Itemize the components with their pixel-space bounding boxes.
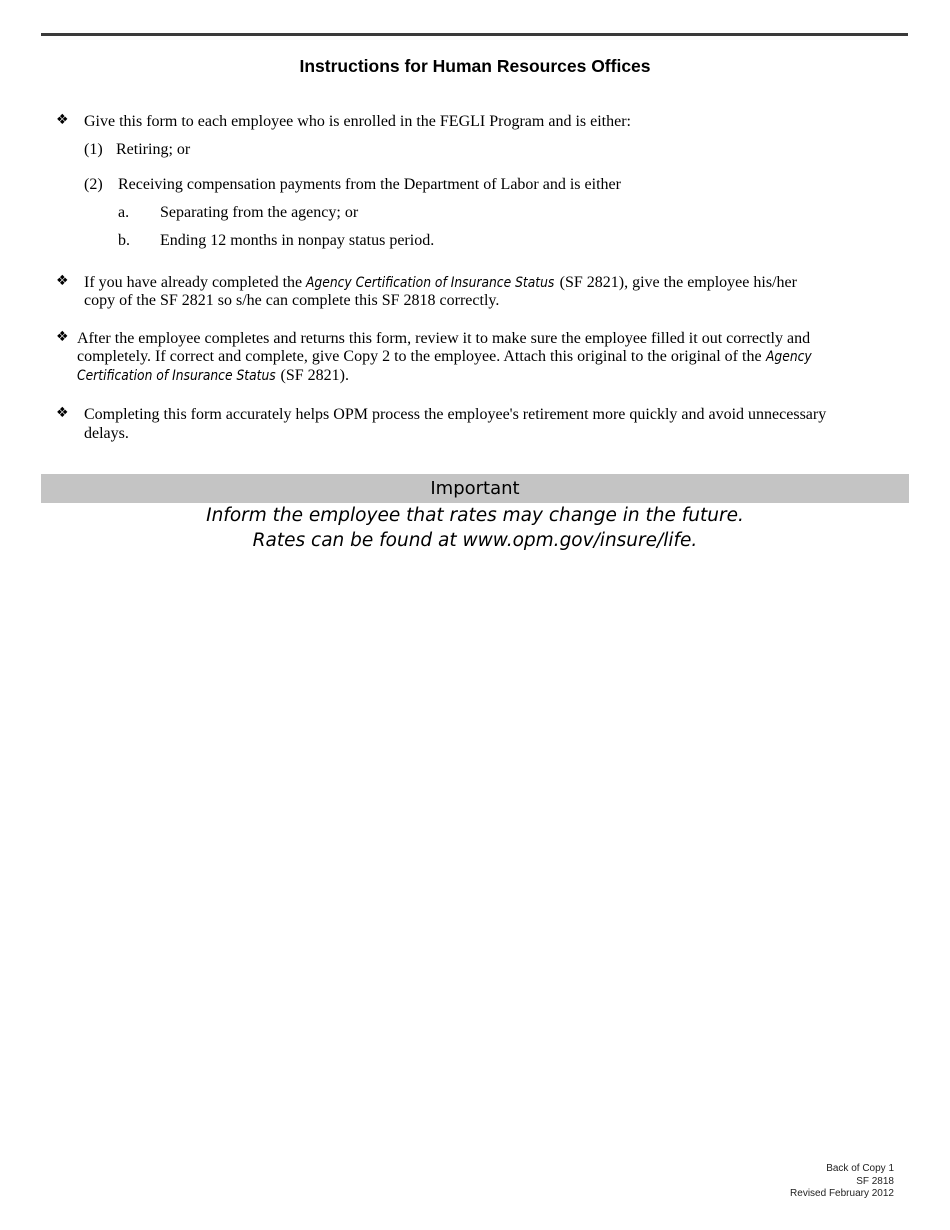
bullet2-text-b: (SF 2821), give the employee his/her: [559, 274, 797, 291]
subitem-a-text: Separating from the agency; or: [160, 204, 359, 221]
top-rule: [41, 33, 908, 36]
footer-form-number: SF 2818: [856, 1175, 894, 1187]
important-line2: Rates can be found at www.opm.gov/insure/life.: [252, 530, 698, 551]
item1-number: (1): [84, 141, 103, 158]
subitem-b-label: b.: [118, 232, 130, 249]
bullet2-line1: [84, 273, 797, 293]
important-banner: [41, 474, 909, 503]
bullet4-line1: Completing this form accurately helps OPM process the employee's retirement more quickly and avoid unnecessary: [84, 406, 827, 423]
footer: [790, 1163, 894, 1201]
bullet3-italic-a: Agency: [765, 349, 812, 365]
item2-number: (2): [84, 176, 103, 193]
footer-revision: Revised February 2012: [790, 1188, 894, 1199]
bullet3-italic-b: Certification of Insurance Status: [77, 368, 276, 384]
bullet2-text-a: If you have already completed the: [84, 274, 303, 291]
bullet-icon: ❖: [56, 112, 69, 128]
bullet-icon: ❖: [56, 329, 69, 345]
bullet-icon: ❖: [56, 273, 69, 289]
item2-text: Receiving compensation payments from the Department of Labor and is either: [118, 176, 621, 193]
subitem-a-label: a.: [118, 204, 130, 221]
bullet4-line2: delays.: [84, 425, 129, 442]
bullet3-text: completely. If correct and complete, give Copy 2 to the employee. Attach this original to the original of the: [77, 348, 762, 365]
bullet3-line1: After the employee completes and returns this form, review it to make sure the employee filled it out correctly and: [77, 330, 811, 347]
bullet3-line2: [77, 347, 817, 367]
page-title: Instructions for Human Resources Offices: [299, 56, 651, 76]
bullet2-italic-title: Agency Certification of Insurance Status: [306, 275, 555, 291]
important-label: Important: [430, 478, 520, 499]
bullet3-line3: [77, 366, 349, 386]
important-line1: Inform the employee that rates may change in the future.: [206, 505, 744, 526]
item1-text: Retiring; or: [116, 141, 191, 158]
bullet2-line2: copy of the SF 2821 so s/he can complete this SF 2818 correctly.: [84, 292, 500, 309]
footer-copy: Back of Copy 1: [826, 1163, 894, 1174]
bullet-icon: ❖: [56, 405, 69, 421]
bullet3-tail: (SF 2821).: [280, 367, 349, 384]
subitem-b-text: Ending 12 months in nonpay status period.: [160, 232, 435, 249]
bullet1-text: Give this form to each employee who is enrolled in the FEGLI Program and is either:: [84, 113, 631, 130]
